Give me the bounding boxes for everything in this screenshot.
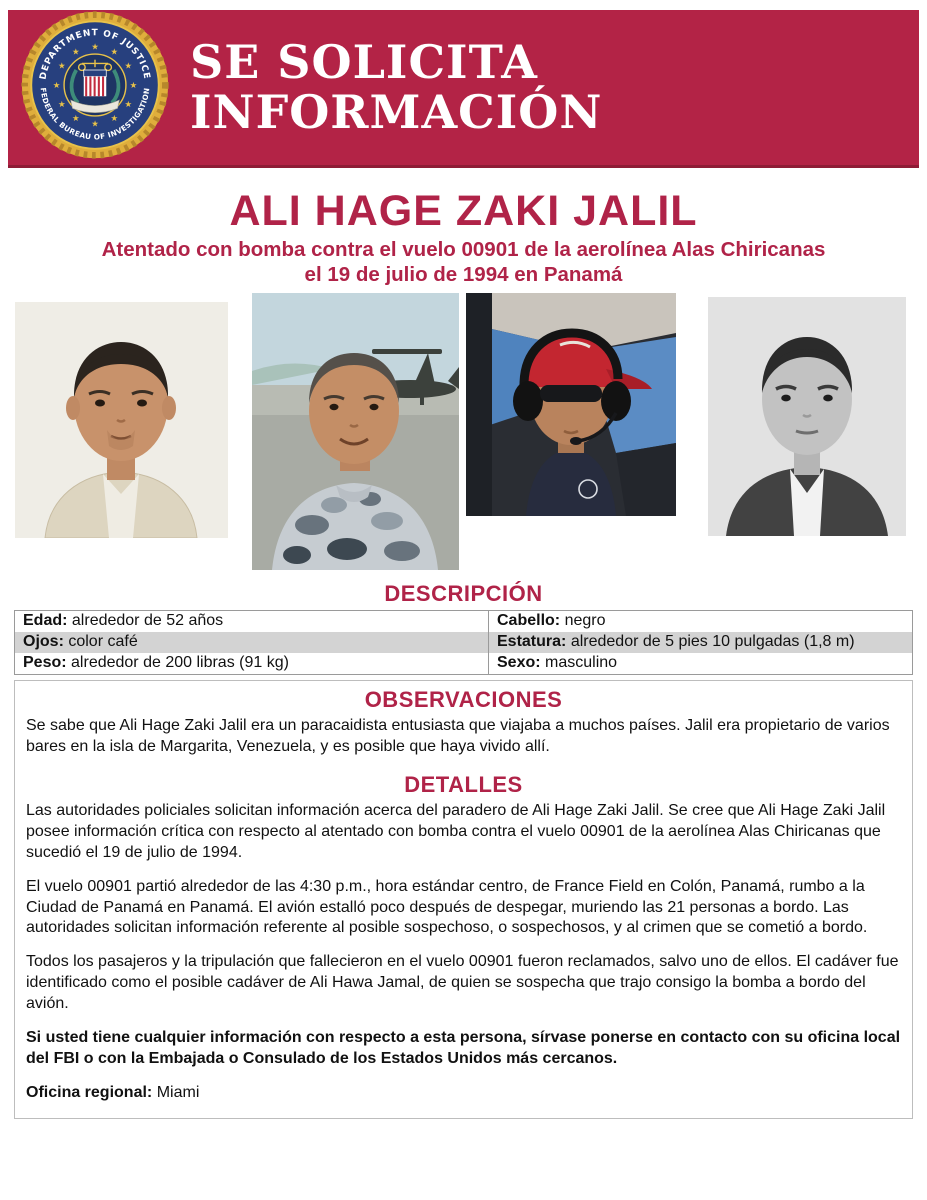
seal-text-bottom: FEDERAL BUREAU OF INVESTIGATION (38, 87, 152, 142)
attr-label: Peso: (23, 654, 67, 672)
banner-title-line2: INFORMACIÓN (190, 84, 603, 139)
description-heading: DESCRIPCIÓN (384, 581, 543, 607)
subtitle-line1: Atentado con bomba contra el vuelo 00901 de la aerolínea Alas Chiricanas (101, 238, 826, 261)
attr-value: alrededor de 52 años (71, 612, 224, 630)
table-row (15, 653, 913, 675)
field-office-line (26, 1083, 901, 1104)
subject-subtitle (0, 238, 927, 287)
attr-label: Ojos: (23, 633, 64, 651)
seal-text-top: DEPARTMENT OF JUSTICE (38, 28, 152, 81)
attr-label: Cabello: (497, 612, 561, 630)
observations-heading: OBSERVACIONES (364, 687, 563, 713)
attr-label: Edad: (23, 612, 68, 630)
details-heading: DETALLES (404, 771, 523, 797)
svg-text:★: ★ (124, 99, 133, 110)
svg-text:★: ★ (91, 118, 99, 129)
seal-shield (84, 70, 107, 96)
photo-strip (0, 293, 927, 579)
banner-title-line1: SE SOLICITA (190, 34, 538, 89)
svg-text:★: ★ (52, 79, 61, 90)
svg-text:★: ★ (91, 41, 99, 52)
field-office-value: Miami (156, 1084, 200, 1102)
attr-value: alrededor de 200 libras (91 kg) (71, 654, 289, 672)
svg-text:★: ★ (72, 46, 80, 57)
details-paragraph: Las autoridades policiales solicitan información acerca del paradero de Ali Hage Zaki Jalil. Se cree que Ali Hage Zaki Jalil posee información crítica con respecto al atentado con bomba contra el vuelo 00901 de la aerolínea Alas Chiricanas que sucedió el 19 de julio de 1994. (26, 801, 886, 861)
photo-color-portrait (15, 302, 228, 538)
attr-label: Sexo: (497, 654, 541, 672)
banner-title (190, 34, 603, 139)
fbi-seal-icon (20, 10, 170, 165)
attr-value: color café (68, 633, 138, 651)
svg-text:★: ★ (72, 113, 80, 124)
banner (8, 10, 919, 168)
attr-label: Estatura: (497, 633, 567, 651)
info-box (14, 680, 913, 1119)
photo-tarmac-selfie (252, 293, 459, 570)
photo-cockpit-red-cap (466, 293, 676, 516)
svg-text:★: ★ (57, 99, 66, 110)
svg-text:★: ★ (124, 60, 133, 71)
svg-text:★: ★ (57, 60, 66, 71)
subject-name: ALI HAGE ZAKI JALIL (229, 187, 698, 235)
contact-notice: Si usted tiene cualquier información con respecto a esta persona, sírvase ponerse en contacto con su oficina local del FBI o con la Embajada o Consulado de los Estados Unidos más cercanos. (26, 1029, 901, 1068)
table-row (15, 632, 913, 653)
svg-text:★: ★ (129, 79, 138, 90)
observations-text: Se sabe que Ali Hage Zaki Jalil era un paracaidista entusiasta que viajaba a muchos países. Jalil era propietario de varios bares en la isla de Margarita, Venezuela, y es posible que haya vivido allí. (26, 717, 890, 755)
attr-value: negro (564, 612, 606, 630)
attr-value: masculino (545, 654, 618, 672)
field-office-label: Oficina regional: (26, 1084, 153, 1102)
description-table (14, 610, 913, 675)
attr-value: alrededor de 5 pies 10 pulgadas (1,8 m) (570, 633, 855, 651)
photo-bw-portrait (708, 297, 906, 536)
details-paragraph: Todos los pasajeros y la tripulación que fallecieron en el vuelo 00901 fueron reclamados, salvo uno de ellos. El cadáver fue identificado como el posible cadáver de Ali Hawa Jamal, de quien se sospecha que trajo consigo la bomba a bordo del avión. (26, 953, 899, 1013)
svg-text:★: ★ (110, 46, 119, 57)
details-paragraph: El vuelo 00901 partió alrededor de las 4:30 p.m., hora estándar centro, de France Field en Colón, Panamá, rumbo a la Ciudad de Panamá en Panamá. El avión estalló poco después de despegar, muriendo las 21 personas a bordo. Las autoridades solicitan información referente al posible sospechoso, o sospechosos, y al crimen que se cometió a bordo. (26, 877, 868, 937)
table-row (15, 611, 913, 633)
svg-text:★: ★ (110, 113, 119, 124)
subtitle-line2: el 19 de julio de 1994 en Panamá (304, 262, 623, 286)
